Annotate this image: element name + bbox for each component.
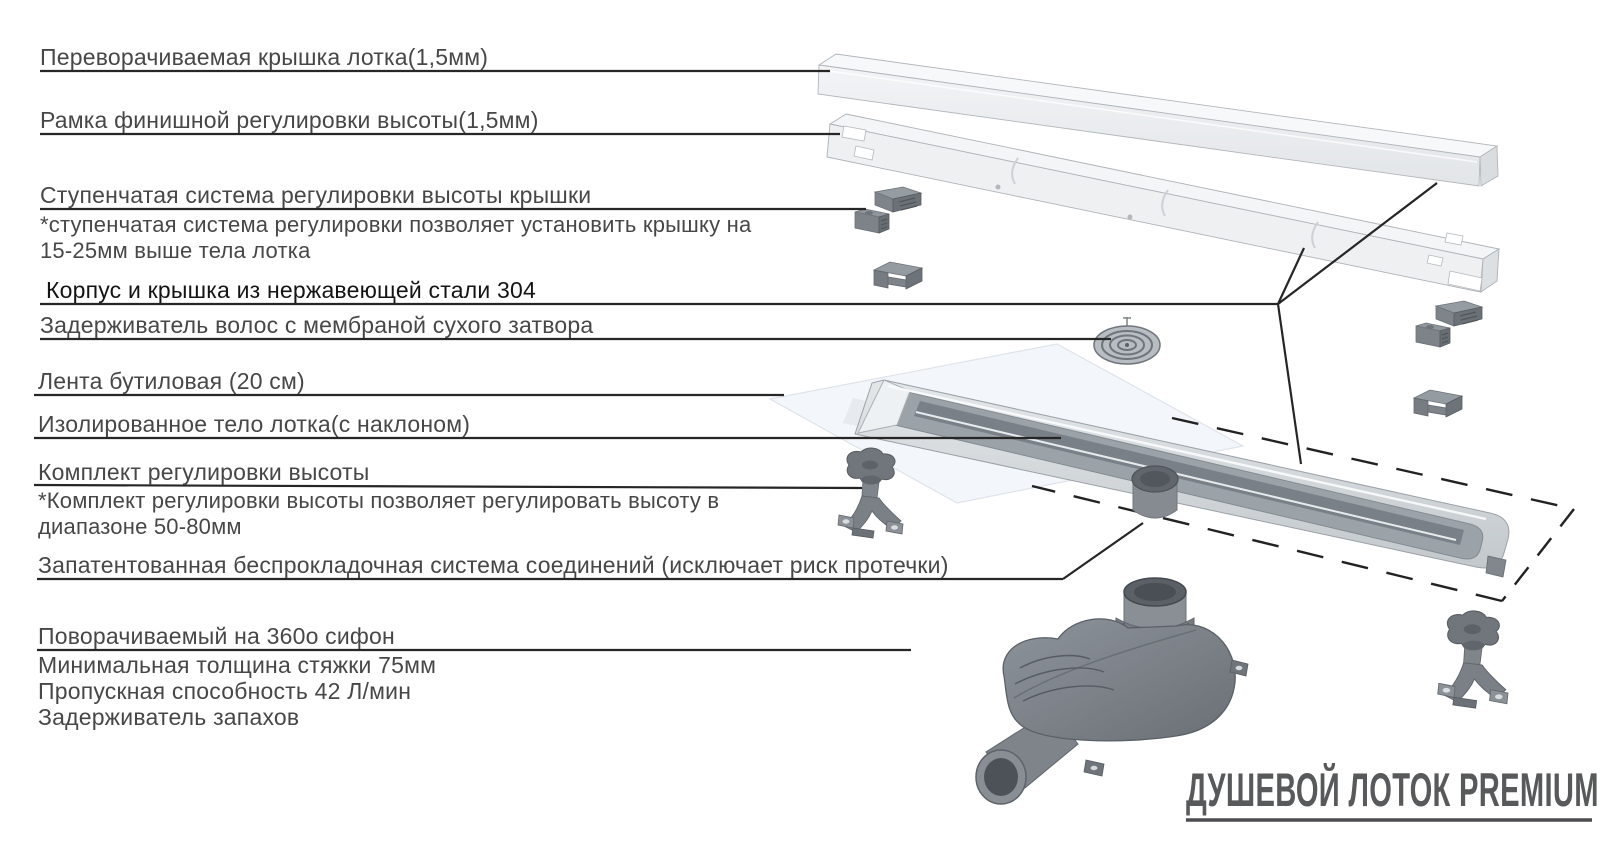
label-butyl-tape: Лента бутиловая (20 см) xyxy=(38,368,305,394)
label-step-note-2: 15-25мм выше тела лотка xyxy=(40,238,311,263)
label-siphon: Поворачиваемый на 360о сифон xyxy=(38,623,395,649)
label-height-note-1: *Комплект регулировки высоты позволяет регулировать высоту в xyxy=(38,488,720,513)
label-frame: Рамка финишной регулировки высоты(1,5мм) xyxy=(40,107,539,133)
label-step-note-1: *ступенчатая система регулировки позволяет установить крышку на xyxy=(40,212,752,237)
label-height-note-2: диапазоне 50-80мм xyxy=(38,514,242,539)
label-step-system: Ступенчатая система регулировки высоты крышки xyxy=(40,182,592,208)
height-foot-graphic-left xyxy=(838,448,903,538)
height-foot-graphic-right xyxy=(1438,611,1508,708)
step-clip-graphic-2 xyxy=(874,262,922,289)
label-siphon-line-2: Пропускная способность 42 Л/мин xyxy=(38,678,412,704)
label-material: Корпус и крышка из нержавеющей стали 304 xyxy=(46,277,536,303)
step-clip-graphic-3 xyxy=(1416,301,1482,347)
label-siphon-line-3: Задерживатель запахов xyxy=(38,704,300,730)
label-cover: Переворачиваемая крышка лотка(1,5мм) xyxy=(40,44,489,70)
label-siphon-line-1: Минимальная толщина стяжки 75мм xyxy=(38,652,437,678)
label-body: Изолированное тело лотка(с наклоном) xyxy=(38,411,471,437)
label-height-kit: Комплект регулировки высоты xyxy=(38,459,370,485)
step-clip-graphic-4 xyxy=(1414,390,1462,417)
label-hair-trap: Задерживатель волос с мембраной сухого затвора xyxy=(40,312,594,338)
drain-outlet-graphic xyxy=(1132,466,1178,518)
label-connection: Запатентованная беспрокладочная система соединений (исключает риск протечки) xyxy=(38,552,949,578)
product-title: ДУШЕВОЙ ЛОТОК PREMIUM xyxy=(1186,763,1599,816)
hair-catcher-graphic xyxy=(1094,317,1160,364)
